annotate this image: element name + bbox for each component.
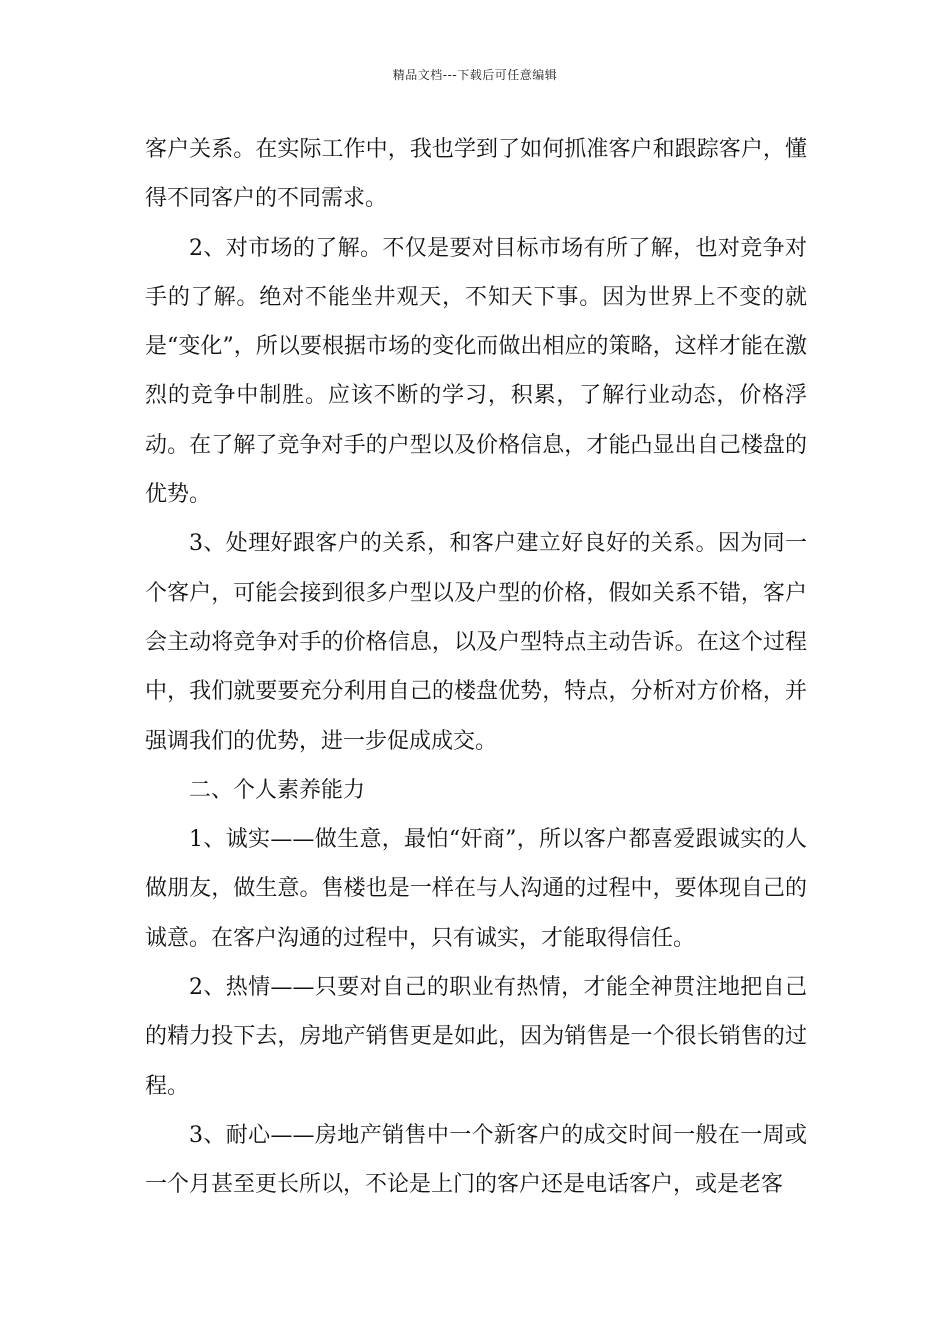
page-header: 精品文档---下载后可任意编辑	[392, 68, 558, 82]
document-body	[145, 125, 807, 1210]
section-heading-personal-qualities: 二、个人素养能力	[189, 777, 366, 803]
paragraph-enthusiasm: 2、热情——只要对自己的职业有热情，才能全神贯注地把自己的精力投下去，房地产销售更是如此，因为销售是一个很长销售的过程。	[145, 975, 807, 1099]
paragraph-continuation: 客户关系。在实际工作中，我也学到了如何抓准客户和跟踪客户，懂得不同客户的不同需求。	[145, 137, 807, 212]
paragraph-customer-relations: 3、处理好跟客户的关系，和客户建立好良好的关系。因为同一个客户，可能会接到很多户型以及户型的价格，假如关系不错，客户会主动将竞争对手的价格信息，以及户型特点主动告诉。在这个过程中，我们就要要充分利用自己的楼盘优势，特点，分析对方价格，并强调我们的优势，进一步促成成交。	[145, 531, 807, 754]
paragraph-patience: 3、耐心——房地产销售中一个新客户的成交时间一般在一周或一个月甚至更长所以，不论是上门的客户还是电话客户，或是老客	[145, 1122, 807, 1198]
paragraph-honesty: 1、诚实——做生意，最怕“奸商”，所以客户都喜爱跟诚实的人做朋友，做生意。售楼也是一样在与人沟通的过程中，要体现自己的诚意。在客户沟通的过程中，只有诚实，才能取得信任。	[145, 827, 807, 951]
paragraph-market-knowledge: 2、对市场的了解。不仅是要对目标市场有所了解，也对竞争对手的了解。绝对不能坐井观天，不知天下事。因为世界上不变的就是“变化”，所以要根据市场的变化而做出相应的策略，这样才能在激烈的竞争中制胜。应该不断的学习，积累，了解行业动态，价格浮动。在了解了竞争对手的户型以及价格信息，才能凸显出自己楼盘的优势。	[145, 235, 807, 508]
